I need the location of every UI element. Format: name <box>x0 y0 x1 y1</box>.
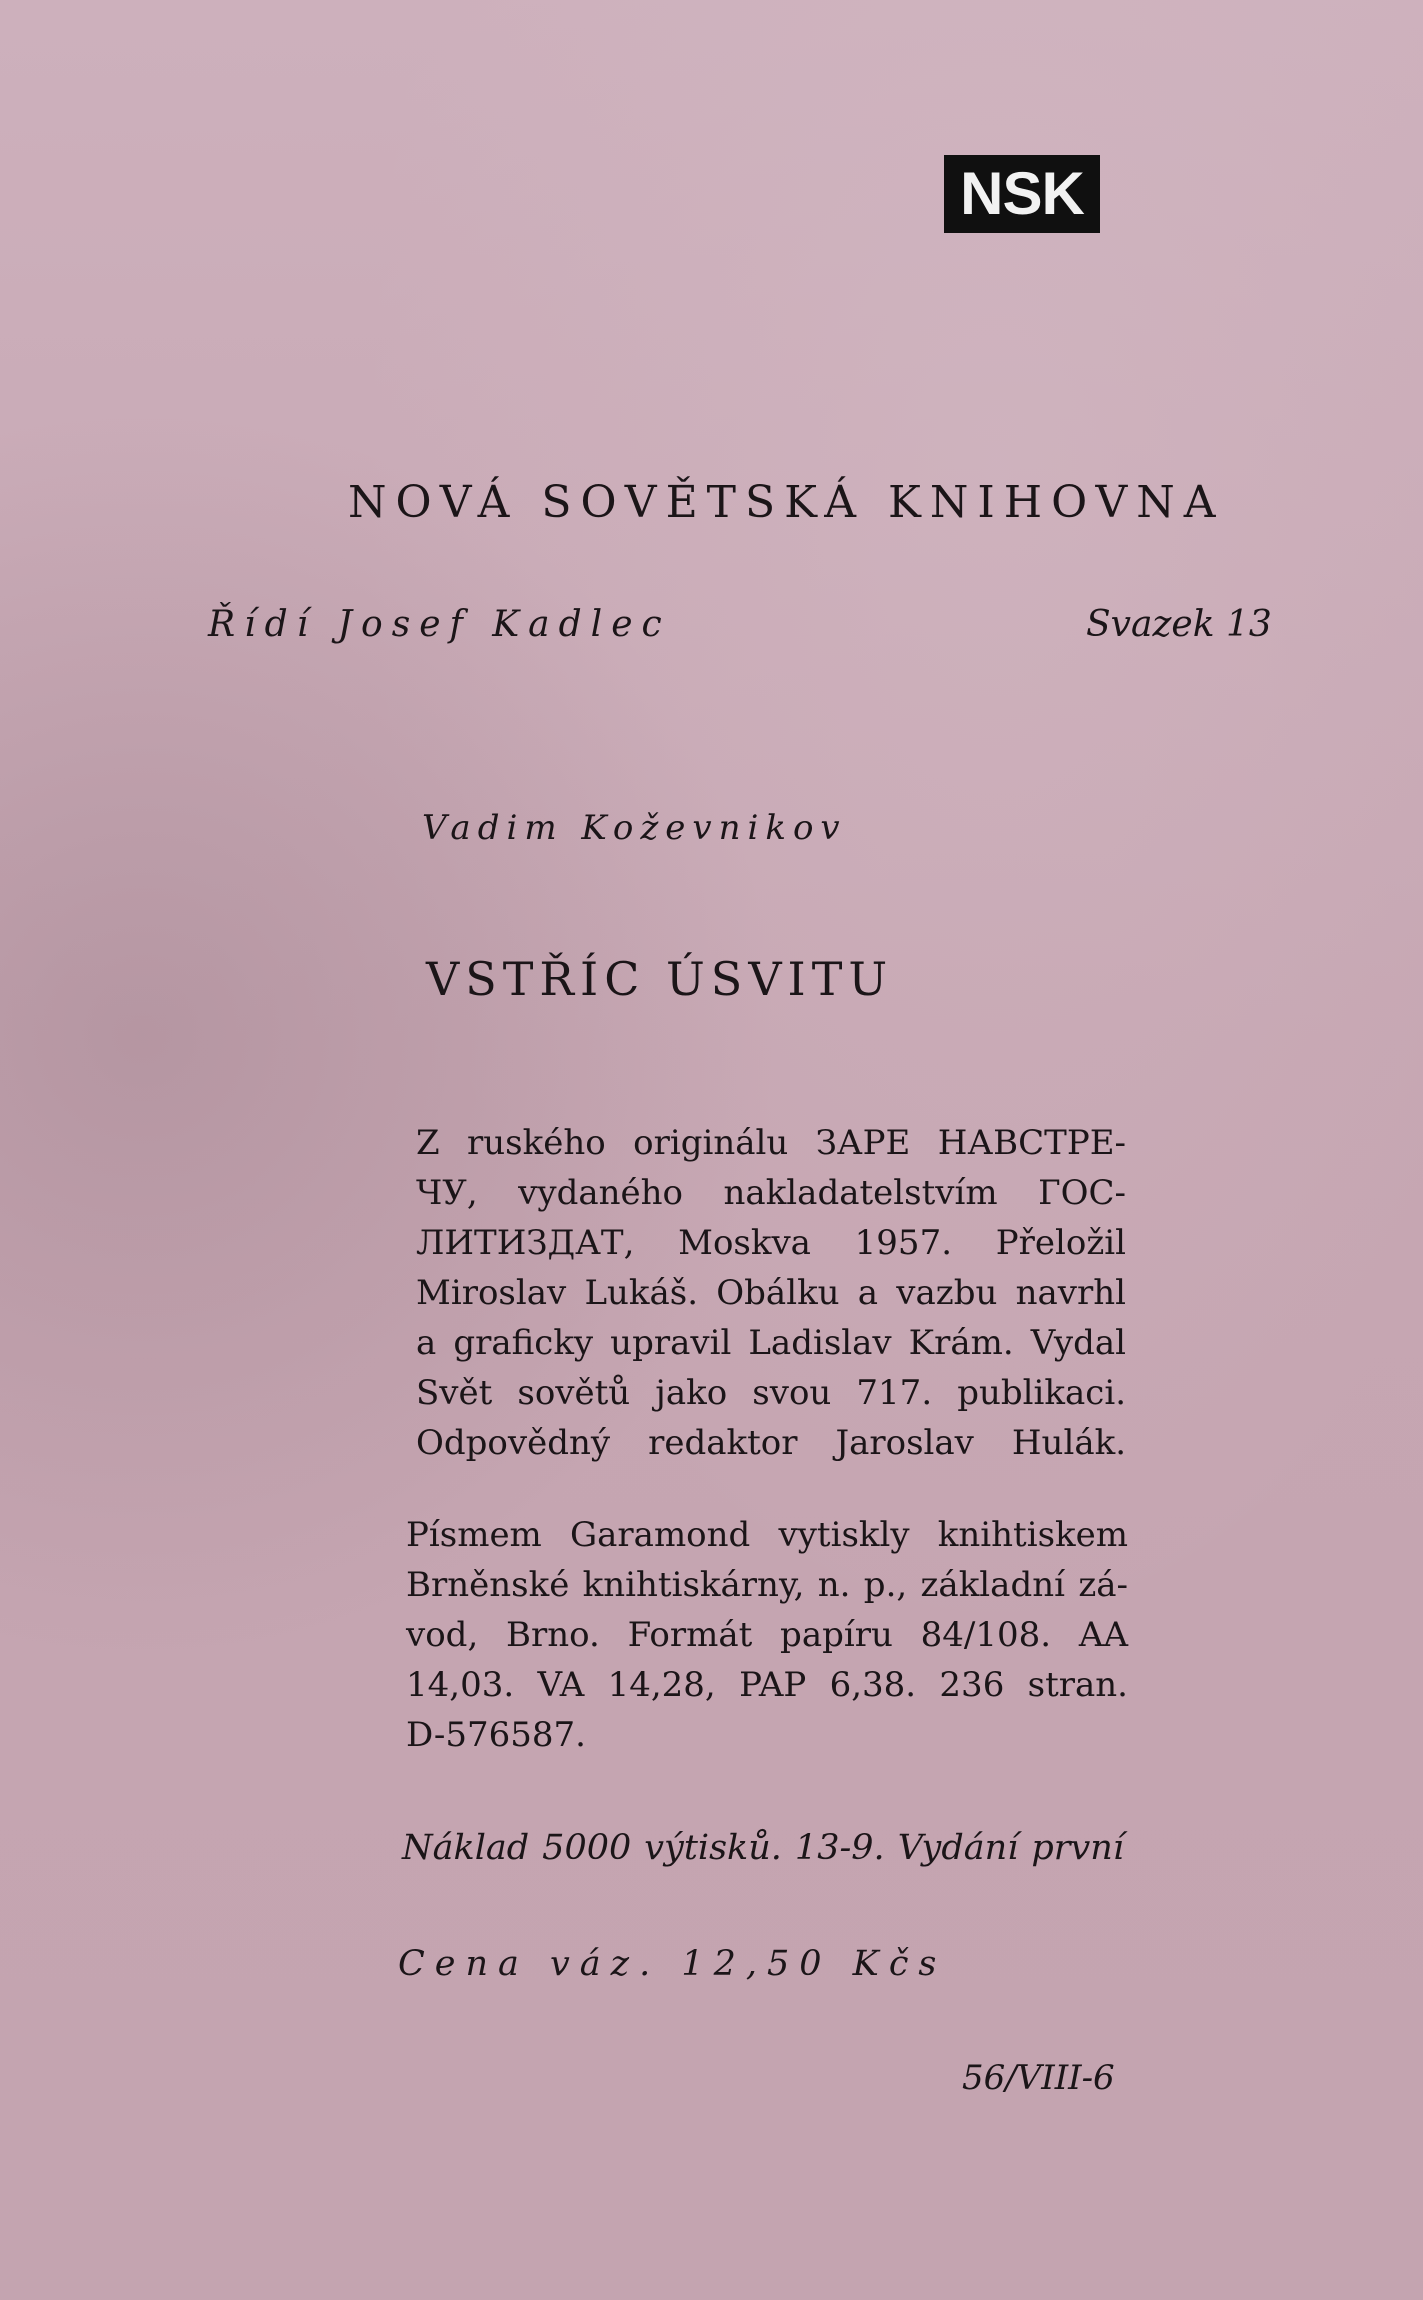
paragraph-line: a graficky upravil Ladislav Krám. Vydal <box>416 1323 1126 1363</box>
series-title: NOVÁ SOVĚTSKÁ KNIHOVNA <box>348 477 1225 528</box>
paragraph-line: Svět sovětů jako svou 717. publikaci. <box>416 1373 1126 1413</box>
paragraph-line: Z ruského originálu ЗАРЕ НАВСТРЕ- <box>416 1123 1126 1163</box>
paragraph-line: D-576587. <box>406 1715 586 1755</box>
paragraph-line: 14,03. VA 14,28, PAP 6,38. 236 stran. <box>406 1665 1128 1705</box>
catalog-code: 56/VIII-6 <box>962 2058 1115 2098</box>
paragraph-line: vod, Brno. Formát papíru 84/108. AA <box>406 1615 1128 1655</box>
series-editor: Řídí Josef Kadlec <box>208 604 671 645</box>
translation-credits-paragraph <box>416 1118 1126 1468</box>
paragraph-line: ЛИТИЗДАТ, Moskva 1957. Přeložil <box>416 1223 1126 1263</box>
publisher-logo: NSK <box>944 155 1100 233</box>
paragraph-line: Písmem Garamond vytiskly knihtiskem <box>406 1515 1128 1555</box>
volume-number: Svazek 13 <box>1086 604 1272 645</box>
paragraph-line: ЧУ, vydaného nakladatelstvím ГОС- <box>416 1173 1126 1213</box>
printing-details-paragraph <box>406 1510 1128 1760</box>
book-author: Vadim Koževnikov <box>422 808 847 848</box>
print-run-edition: Náklad 5000 výtisků. 13-9. Vydání první <box>402 1828 1124 1868</box>
price: Cena váz. 12,50 Kčs <box>398 1944 947 1984</box>
paragraph-line: Brněnské knihtiskárny, n. p., základní zá- <box>406 1565 1128 1605</box>
book-title: VSTŘÍC ÚSVITU <box>426 952 894 1006</box>
paragraph-line: Miroslav Lukáš. Obálku a vazbu navrhl <box>416 1273 1126 1313</box>
paragraph-line: Odpovědný redaktor Jaroslav Hulák. <box>416 1423 1126 1463</box>
